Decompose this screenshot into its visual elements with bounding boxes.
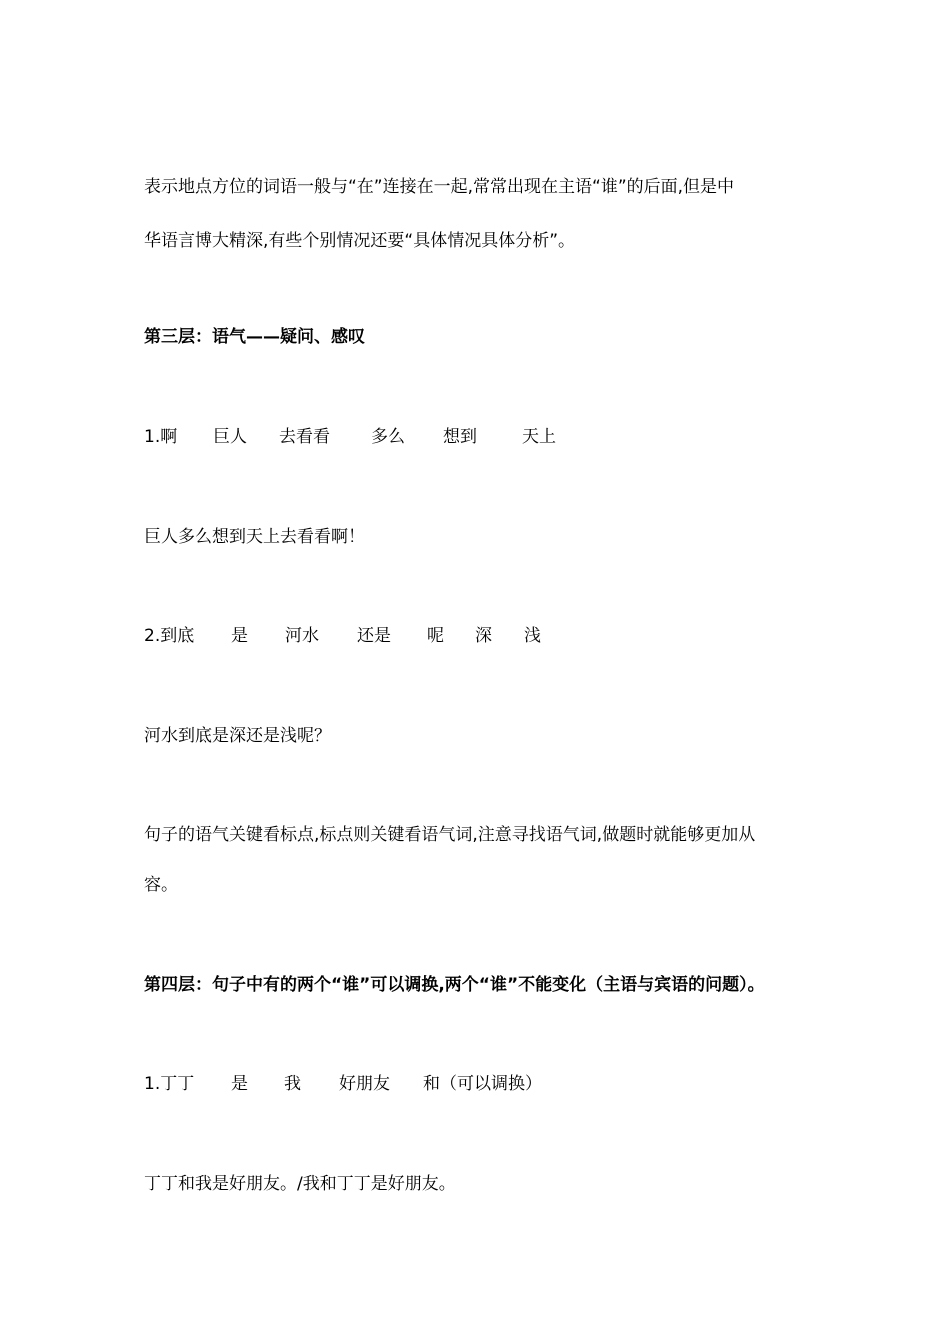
exercise-2-word: 浅	[524, 626, 541, 646]
exercise-1-word: 多么	[371, 427, 405, 447]
exercise-1-word: 想到	[443, 427, 477, 447]
exercise-3-word: 是	[231, 1074, 248, 1094]
exercise-1-answer: 巨人多么想到天上去看看啊！	[144, 527, 365, 547]
exercise-2-word: 是	[231, 626, 248, 646]
exercise-3-word: 好朋友	[339, 1074, 390, 1094]
exercise-2-word: 2.到底	[144, 626, 195, 646]
exercise-3-word: 我	[284, 1074, 301, 1094]
paragraph-1-line-2: 华语言博大精深,有些个别情况还要“具体情况具体分析”。	[144, 231, 576, 251]
exercise-2-word: 还是	[357, 626, 391, 646]
exercise-3-answer: 丁丁和我是好朋友。/我和丁丁是好朋友。	[144, 1174, 456, 1194]
exercise-1-word: 天上	[522, 427, 556, 447]
exercise-3-word: 和（可以调换）	[423, 1074, 542, 1094]
exercise-2-word: 呢	[427, 626, 444, 646]
exercise-2-word: 河水	[285, 626, 319, 646]
section-heading-4: 第四层：句子中有的两个“谁”可以调换,两个“谁”不能变化（主语与宾语的问题）。	[144, 975, 765, 995]
exercise-1-word-list	[144, 425, 844, 449]
exercise-1-word: 去看看	[279, 427, 330, 447]
exercise-1-word: 1.啊	[144, 427, 178, 447]
exercise-2-word-list	[144, 624, 844, 648]
section-heading-3: 第三层：语气——疑问、感叹	[144, 327, 365, 347]
paragraph-2-line-2: 容。	[144, 875, 178, 895]
exercise-2-word: 深	[475, 626, 492, 646]
exercise-3-word: 1.丁丁	[144, 1074, 195, 1094]
paragraph-1-line-1: 表示地点方位的词语一般与“在”连接在一起,常常出现在主语“谁”的后面,但是中	[144, 177, 735, 197]
exercise-3-word-list	[144, 1072, 844, 1096]
paragraph-2-line-1: 句子的语气关键看标点,标点则关键看语气词,注意寻找语气词,做题时就能够更加从	[144, 825, 756, 845]
exercise-1-word: 巨人	[213, 427, 247, 447]
exercise-2-answer: 河水到底是深还是浅呢？	[144, 726, 331, 746]
